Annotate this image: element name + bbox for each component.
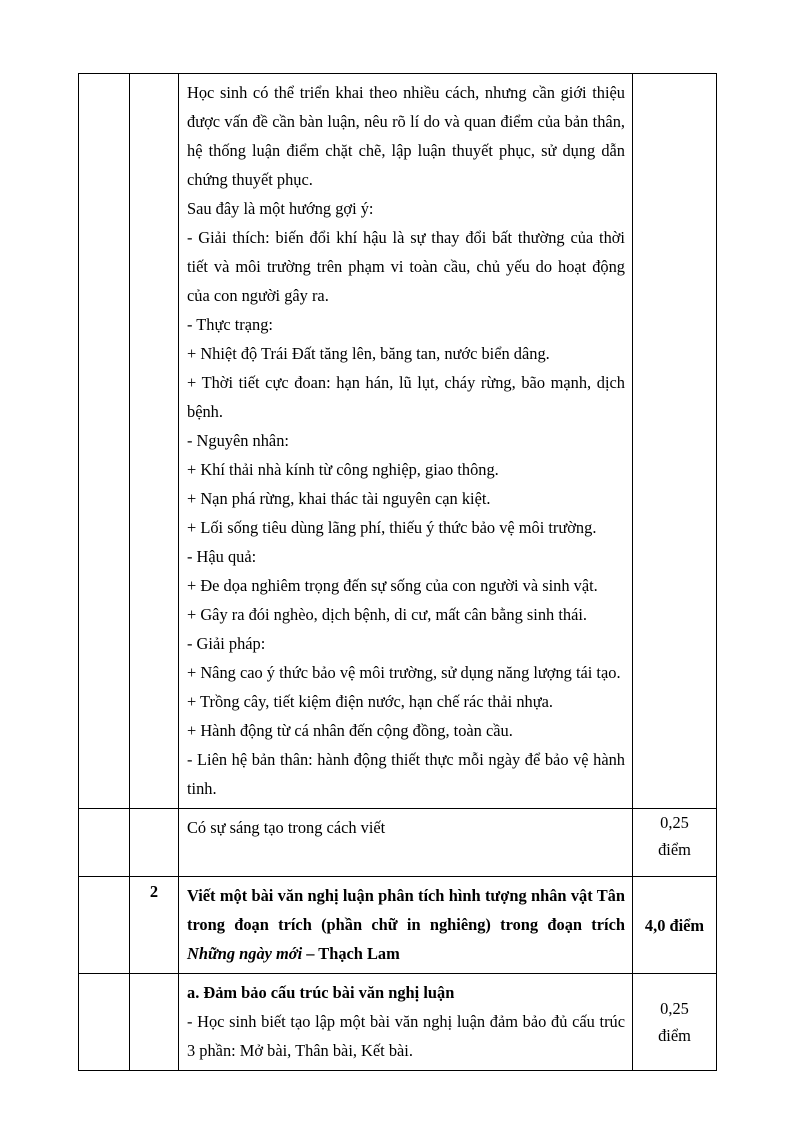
- cell-question-number: [130, 974, 179, 1071]
- paragraph: + Nâng cao ý thức bảo vệ môi trường, sử dụng năng lượng tái tạo.: [187, 663, 621, 682]
- paragraph: [187, 881, 625, 968]
- cell-question-number: [130, 809, 179, 877]
- paragraph: + Hành động từ cá nhân đến cộng đồng, toàn cầu.: [187, 721, 513, 740]
- score-value: [633, 809, 716, 863]
- score-number: 0,25: [660, 813, 689, 832]
- table-row: [79, 809, 717, 877]
- paragraph: + Nạn phá rừng, khai thác tài nguyên cạn kiệt.: [187, 489, 491, 508]
- cell-score: [633, 974, 717, 1071]
- score-unit: điểm: [658, 1026, 691, 1045]
- cell-question-number: [130, 74, 179, 809]
- heading-part-2: – Thạch Lam: [302, 944, 400, 963]
- paragraph: + Trồng cây, tiết kiệm điện nước, hạn chế rác thải nhựa.: [187, 692, 553, 711]
- table-row: [79, 974, 717, 1071]
- heading-part-1: Viết một bài văn nghị luận phân tích hình tượng nhân vật Tân trong đoạn trích (phần chữ in nghiêng) trong đoạn trích: [187, 886, 625, 934]
- cell-answer-content: [179, 809, 633, 877]
- question-heading: [179, 877, 632, 973]
- cell-question-number: 2: [130, 877, 179, 974]
- paragraph: + Khí thải nhà kính từ công nghiệp, giao thông.: [187, 460, 499, 479]
- score-value: [633, 995, 716, 1049]
- paragraph: - Giải pháp:: [187, 634, 266, 653]
- criterion-text: [179, 974, 632, 1070]
- paragraph: Có sự sáng tạo trong cách viết: [187, 818, 386, 837]
- cell-answer-content: [179, 877, 633, 974]
- table-row: [79, 74, 717, 809]
- paragraph: + Lối sống tiêu dùng lãng phí, thiếu ý thức bảo vệ môi trường.: [187, 518, 597, 537]
- paragraph: + Đe dọa nghiêm trọng đến sự sống của con người và sinh vật.: [187, 576, 598, 595]
- cell-score: [633, 74, 717, 809]
- cell-answer-content: [179, 74, 633, 809]
- score-number: 0,25: [660, 999, 689, 1018]
- paragraph: + Thời tiết cực đoan: hạn hán, lũ lụt, cháy rừng, bão mạnh, dịch bệnh.: [187, 373, 625, 421]
- paragraph: - Học sinh biết tạo lập một bài văn nghị luận đảm bảo đủ cấu trúc 3 phần: Mở bài, Thân bài, Kết bài.: [187, 1012, 625, 1060]
- paragraph: - Thực trạng:: [187, 315, 273, 334]
- score-number: 4,0 điểm: [644, 915, 705, 935]
- cell-answer-content: [179, 974, 633, 1071]
- table-row: [79, 877, 717, 974]
- answer-key-table: [78, 73, 717, 1071]
- paragraph: - Liên hệ bản thân: hành động thiết thực mỗi ngày để bảo vệ hành tinh.: [187, 750, 625, 798]
- paragraph: a. Đảm bảo cấu trúc bài văn nghị luận: [187, 983, 455, 1002]
- paragraph: - Nguyên nhân:: [187, 431, 289, 450]
- cell-part: [79, 74, 130, 809]
- paragraph-spacer: [187, 842, 625, 871]
- paragraph: - Giải thích: biến đổi khí hậu là sự thay đổi bất thường của thời tiết và môi trường trên phạm vi toàn cầu, chủ yếu do hoạt động của con người gây ra.: [187, 228, 625, 305]
- paragraph: - Hậu quả:: [187, 547, 257, 566]
- paragraph: + Nhiệt độ Trái Đất tăng lên, băng tan, nước biển dâng.: [187, 344, 550, 363]
- answer-body-text: [179, 74, 632, 808]
- cell-part: [79, 809, 130, 877]
- score-unit: điểm: [658, 840, 691, 859]
- work-title: Những ngày mới: [187, 944, 303, 963]
- score-value: [645, 916, 704, 935]
- paragraph: Sau đây là một hướng gợi ý:: [187, 199, 374, 218]
- criterion-text: [179, 809, 632, 876]
- paragraph: + Gây ra đói nghèo, dịch bệnh, di cư, mất cân bằng sinh thái.: [187, 605, 588, 624]
- cell-part: [79, 974, 130, 1071]
- cell-score: [633, 809, 717, 877]
- cell-part: [79, 877, 130, 974]
- paragraph: Học sinh có thể triển khai theo nhiều cách, nhưng cần giới thiệu được vấn đề cần bàn luận, nêu rõ lí do và quan điểm của bản thân, hệ thống luận điểm chặt chẽ, lập luận thuyết phục, sử dụng dẫn chứng thuyết phục.: [187, 83, 625, 189]
- cell-score: [633, 877, 717, 974]
